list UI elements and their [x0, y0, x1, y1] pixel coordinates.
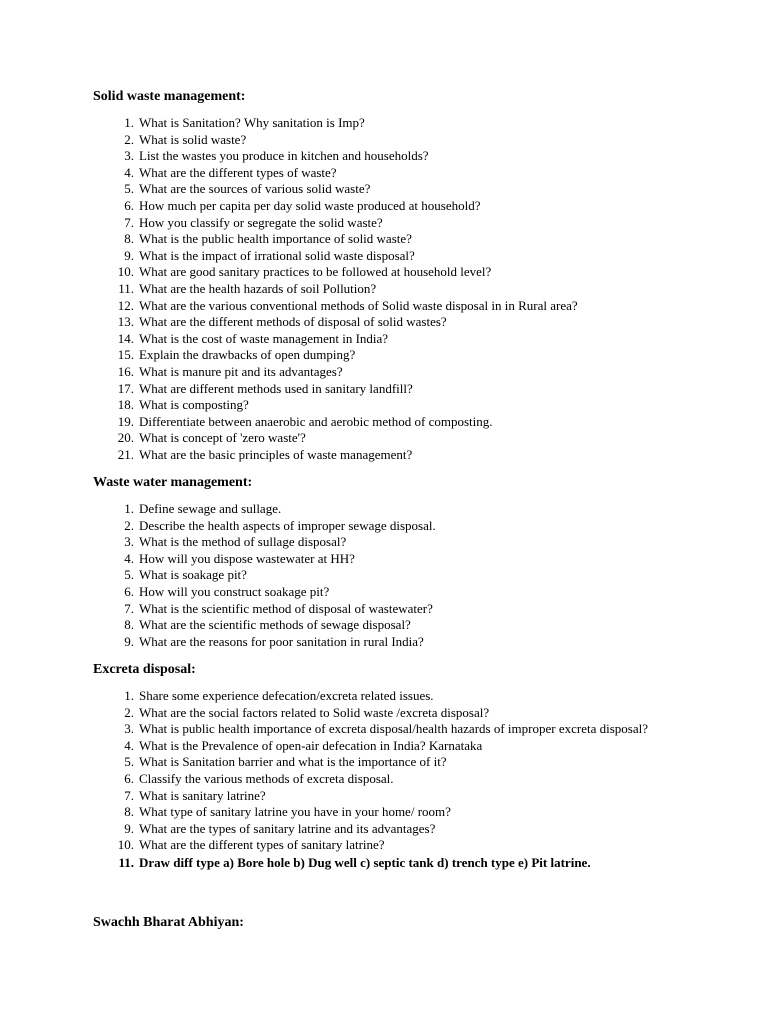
- question-number: 11.: [118, 854, 134, 870]
- question-text: Classify the various methods of excreta disposal.: [139, 770, 394, 786]
- question-number: 9.: [124, 247, 134, 263]
- question-number: 9.: [124, 820, 134, 836]
- question-number: 8.: [124, 804, 134, 820]
- question-text: How will you construct soakage pit?: [139, 583, 330, 599]
- question-item: [93, 738, 739, 755]
- question-item: [93, 501, 739, 518]
- question-item: [93, 617, 739, 634]
- section-heading-swachh-bharat: Swachh Bharat Abhiyan:: [93, 915, 244, 930]
- question-number: 14.: [117, 330, 134, 346]
- question-number: 20.: [117, 430, 134, 446]
- question-text: What is solid waste?: [139, 131, 247, 147]
- question-number: 2.: [124, 131, 134, 147]
- question-item: [93, 518, 739, 535]
- question-item: [93, 215, 739, 232]
- section-heading-excreta-disposal: Excreta disposal:: [93, 662, 196, 677]
- question-text: What are the reasons for poor sanitation in rural India?: [139, 633, 424, 649]
- question-item: [93, 534, 739, 551]
- question-number: 16.: [117, 363, 134, 379]
- question-number: 7.: [124, 600, 134, 616]
- question-text: What is manure pit and its advantages?: [139, 363, 343, 379]
- question-item: [93, 331, 739, 348]
- question-text: What are the different types of waste?: [139, 164, 337, 180]
- question-text: What are different methods used in sanitary landfill?: [139, 380, 413, 396]
- question-text: How will you dispose wastewater at HH?: [139, 550, 355, 566]
- question-number: 3.: [124, 721, 134, 737]
- question-text: What is the method of sullage disposal?: [139, 534, 347, 550]
- question-number: 5.: [124, 567, 134, 583]
- question-text: Differentiate between anaerobic and aerobic method of composting.: [139, 413, 493, 429]
- question-number: 12.: [117, 297, 134, 313]
- question-item: [93, 584, 739, 601]
- question-text: What are the different methods of disposal of solid wastes?: [139, 314, 447, 330]
- question-number: 4.: [124, 550, 134, 566]
- question-text: What is sanitary latrine?: [139, 787, 266, 803]
- question-number: 6.: [124, 770, 134, 786]
- question-text: What are the various conventional methods of Solid waste disposal in in Rural area?: [139, 297, 578, 313]
- question-text: What is soakage pit?: [139, 567, 247, 583]
- question-item: [93, 788, 739, 805]
- question-item: [93, 447, 739, 464]
- question-text: What are the sources of various solid waste?: [139, 181, 371, 197]
- question-number: 7.: [124, 214, 134, 230]
- question-number: 6.: [124, 583, 134, 599]
- question-number: 9.: [124, 633, 134, 649]
- question-number: 13.: [117, 314, 134, 330]
- question-number: 1.: [124, 115, 134, 130]
- question-item: [93, 721, 739, 738]
- question-text: Draw diff type a) Bore hole b) Dug well c) septic tank d) trench type e) Pit latrine.: [139, 854, 591, 870]
- question-number: 1.: [124, 501, 134, 516]
- question-text: What are the scientific methods of sewage disposal?: [139, 617, 411, 633]
- question-number: 5.: [124, 754, 134, 770]
- question-item: [93, 754, 739, 771]
- question-item: [93, 688, 739, 705]
- question-item: [93, 804, 739, 821]
- waste-water-question-list: [93, 501, 739, 650]
- question-text: What is the public health importance of solid waste?: [139, 231, 412, 247]
- question-text: What is Sanitation? Why sanitation is Imp?: [139, 115, 365, 130]
- question-text: What is composting?: [139, 397, 249, 413]
- question-text: What is public health importance of excreta disposal/health hazards of improper excreta disposal?: [139, 721, 648, 737]
- question-number: 19.: [117, 413, 134, 429]
- question-text: What are the basic principles of waste management?: [139, 446, 413, 462]
- question-text: Describe the health aspects of improper sewage disposal.: [139, 517, 436, 533]
- question-item: [93, 837, 739, 854]
- question-number: 4.: [124, 164, 134, 180]
- question-item: [93, 364, 739, 381]
- question-text: What are good sanitary practices to be followed at household level?: [139, 264, 492, 280]
- question-text: Explain the drawbacks of open dumping?: [139, 347, 356, 363]
- question-number: 8.: [124, 617, 134, 633]
- question-number: 4.: [124, 737, 134, 753]
- question-item: [93, 281, 739, 298]
- solid-waste-question-list: [93, 115, 739, 463]
- question-text: What are the social factors related to Solid waste /excreta disposal?: [139, 704, 490, 720]
- question-item: [93, 430, 739, 447]
- question-text: What is Sanitation barrier and what is the importance of it?: [139, 754, 447, 770]
- question-text: What is the scientific method of disposal of wastewater?: [139, 600, 433, 616]
- question-item: [93, 855, 739, 872]
- question-number: 10.: [117, 264, 134, 280]
- question-text: What is the impact of irrational solid waste disposal?: [139, 247, 415, 263]
- question-item: [93, 248, 739, 265]
- question-text: What is the cost of waste management in India?: [139, 330, 389, 346]
- question-text: What type of sanitary latrine you have in your home/ room?: [139, 804, 451, 820]
- question-item: [93, 414, 739, 431]
- question-text: How much per capita per day solid waste produced at household?: [139, 197, 481, 213]
- question-number: 5.: [124, 181, 134, 197]
- question-item: [93, 181, 739, 198]
- question-item: [93, 132, 739, 149]
- question-item: [93, 381, 739, 398]
- question-item: [93, 264, 739, 281]
- question-text: What is concept of 'zero waste'?: [139, 430, 306, 446]
- question-item: [93, 567, 739, 584]
- question-number: 15.: [117, 347, 134, 363]
- question-text: List the wastes you produce in kitchen and households?: [139, 148, 429, 164]
- question-text: How you classify or segregate the solid waste?: [139, 214, 383, 230]
- question-item: [93, 148, 739, 165]
- question-item: [93, 347, 739, 364]
- question-item: [93, 165, 739, 182]
- question-item: [93, 771, 739, 788]
- question-text: What are the different types of sanitary latrine?: [139, 837, 385, 853]
- question-item: [93, 298, 739, 315]
- question-text: What are the types of sanitary latrine and its advantages?: [139, 820, 436, 836]
- question-number: 21.: [117, 446, 134, 462]
- question-text: What are the health hazards of soil Pollution?: [139, 280, 377, 296]
- question-item: [93, 314, 739, 331]
- question-number: 3.: [124, 534, 134, 550]
- excreta-disposal-question-list: [93, 688, 739, 872]
- question-item: [93, 601, 739, 618]
- question-number: 18.: [117, 397, 134, 413]
- question-number: 8.: [124, 231, 134, 247]
- question-number: 2.: [124, 517, 134, 533]
- question-number: 6.: [124, 197, 134, 213]
- question-number: 17.: [117, 380, 134, 396]
- question-item: [93, 705, 739, 722]
- question-number: 3.: [124, 148, 134, 164]
- question-text: Share some experience defecation/excreta related issues.: [139, 688, 434, 703]
- question-number: 2.: [124, 704, 134, 720]
- question-item: [93, 198, 739, 215]
- question-number: 10.: [117, 837, 134, 853]
- question-text: What is the Prevalence of open-air defecation in India? Karnataka: [139, 737, 483, 753]
- section-heading-waste-water: Waste water management:: [93, 475, 253, 490]
- question-item: [93, 634, 739, 651]
- question-item: [93, 551, 739, 568]
- section-heading-solid-waste: Solid waste management:: [93, 89, 246, 104]
- question-item: [93, 231, 739, 248]
- question-text: Define sewage and sullage.: [139, 501, 282, 516]
- question-number: 11.: [118, 280, 134, 296]
- question-number: 1.: [124, 688, 134, 703]
- question-item: [93, 397, 739, 414]
- question-number: 7.: [124, 787, 134, 803]
- question-item: [93, 821, 739, 838]
- question-item: [93, 115, 739, 132]
